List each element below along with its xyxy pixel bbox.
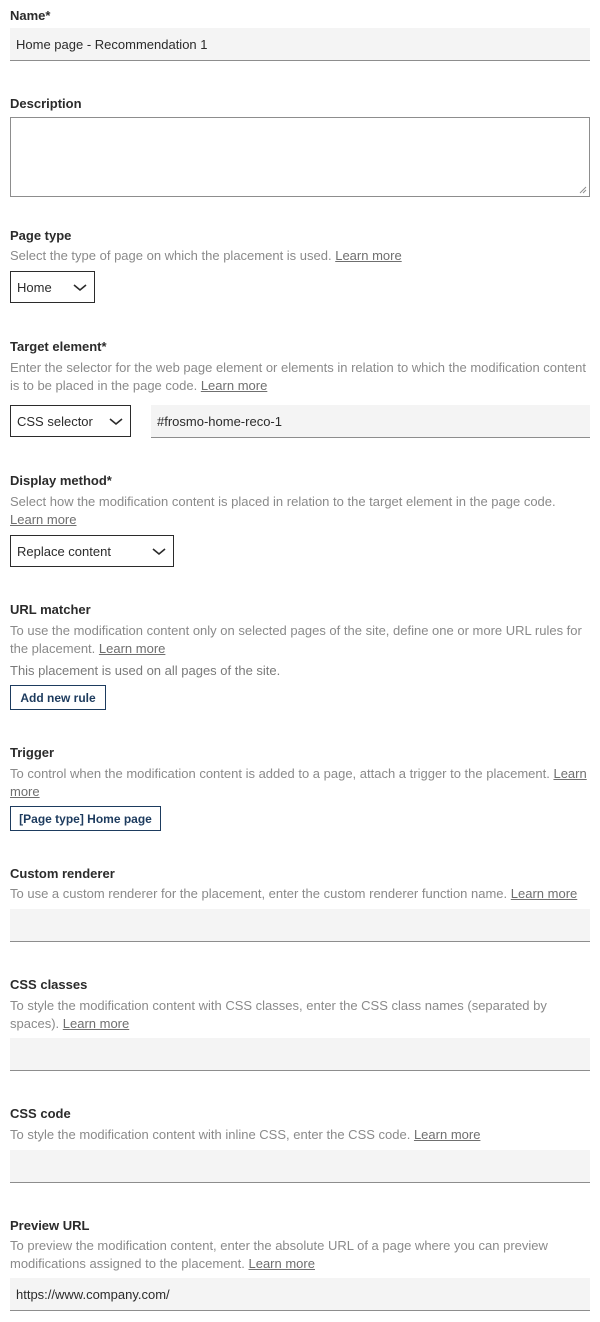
- display-method-help-text: Select how the modification content is placed in relation to the target element in the page code.: [10, 494, 556, 509]
- preview-url-learn-more-link[interactable]: Learn more: [248, 1256, 315, 1271]
- description-label: Description: [10, 96, 82, 111]
- css-code-learn-more-link[interactable]: Learn more: [413, 1127, 481, 1142]
- preview-url-value: https://www.company.com/: [16, 1286, 170, 1302]
- target-element-help: [10, 359, 590, 395]
- add-new-rule-button[interactable]: Add new rule: [10, 685, 106, 710]
- resize-grip-icon[interactable]: [579, 186, 587, 194]
- display-method-help: [10, 493, 590, 529]
- chevron-down-icon: [151, 543, 167, 559]
- css-code-label: CSS code: [10, 1106, 71, 1121]
- trigger-help: [10, 765, 590, 801]
- name-input[interactable]: [10, 28, 590, 61]
- url-matcher-label: URL matcher: [10, 602, 91, 617]
- custom-renderer-help-text: To use a custom renderer for the placement, enter the custom renderer function name.: [10, 886, 508, 901]
- css-code-input[interactable]: [10, 1150, 590, 1183]
- name-label: Name*: [10, 8, 51, 23]
- chevron-down-icon: [72, 279, 88, 295]
- css-code-help-text: To style the modification content with inline CSS, enter the CSS code.: [10, 1127, 411, 1142]
- target-element-learn-more-link[interactable]: Learn more: [200, 378, 268, 393]
- page-type-help-text: Select the type of page on which the placement is used.: [10, 248, 332, 263]
- trigger-button[interactable]: [Page type] Home page: [10, 806, 161, 831]
- display-method-label: Display method*: [10, 473, 112, 488]
- preview-url-input[interactable]: [10, 1278, 590, 1311]
- trigger-label: Trigger: [10, 745, 55, 760]
- url-matcher-help: [10, 622, 590, 658]
- chevron-down-icon: [108, 413, 124, 429]
- display-method-select[interactable]: [10, 535, 174, 567]
- target-element-label: Target element*: [10, 339, 107, 354]
- preview-url-label: Preview URL: [10, 1218, 90, 1233]
- selector-type-select[interactable]: [10, 405, 131, 437]
- page-type-help: [10, 247, 590, 265]
- css-classes-learn-more-link[interactable]: Learn more: [62, 1016, 130, 1031]
- page-type-select[interactable]: [10, 271, 95, 303]
- custom-renderer-input[interactable]: [10, 909, 590, 942]
- css-classes-help-text: To style the modification content with CSS classes, enter the CSS class names (separated by spaces).: [10, 998, 547, 1031]
- display-method-selected: Replace content: [17, 543, 111, 559]
- url-matcher-learn-more-link[interactable]: Learn more: [98, 641, 166, 656]
- target-element-value: #frosmo-home-reco-1: [157, 413, 282, 429]
- url-matcher-help-text: To use the modification content only on selected pages of the site, define one or more URL rules for the placement.: [10, 623, 582, 656]
- trigger-help-text: To control when the modification content is added to a page, attach a trigger to the placement.: [10, 766, 550, 781]
- page-type-learn-more-link[interactable]: Learn more: [335, 248, 402, 263]
- display-method-learn-more-link[interactable]: Learn more: [10, 512, 77, 527]
- page-type-selected: Home: [17, 279, 52, 295]
- preview-url-help: [10, 1237, 590, 1273]
- css-classes-label: CSS classes: [10, 977, 88, 992]
- css-classes-help: [10, 997, 590, 1033]
- css-code-help: [10, 1126, 590, 1144]
- description-textarea[interactable]: [10, 117, 590, 197]
- url-matcher-info: This placement is used on all pages of the site.: [10, 663, 281, 678]
- trigger-learn-more-link[interactable]: Learn more: [10, 766, 587, 799]
- custom-renderer-label: Custom renderer: [10, 866, 115, 881]
- target-element-help-text: Enter the selector for the web page element or elements in relation to which the modification content is to be placed in the page code.: [10, 360, 586, 393]
- preview-url-help-text: To preview the modification content, enter the absolute URL of a page where you can preview modifications assigned to the placement.: [10, 1238, 548, 1271]
- page-type-label: Page type: [10, 228, 72, 243]
- css-classes-input[interactable]: [10, 1038, 590, 1071]
- target-element-input[interactable]: [151, 405, 590, 438]
- custom-renderer-help: [10, 885, 590, 903]
- custom-renderer-learn-more-link[interactable]: Learn more: [510, 886, 578, 901]
- selector-type-selected: CSS selector: [17, 413, 93, 429]
- name-value: Home page - Recommendation 1: [16, 36, 208, 52]
